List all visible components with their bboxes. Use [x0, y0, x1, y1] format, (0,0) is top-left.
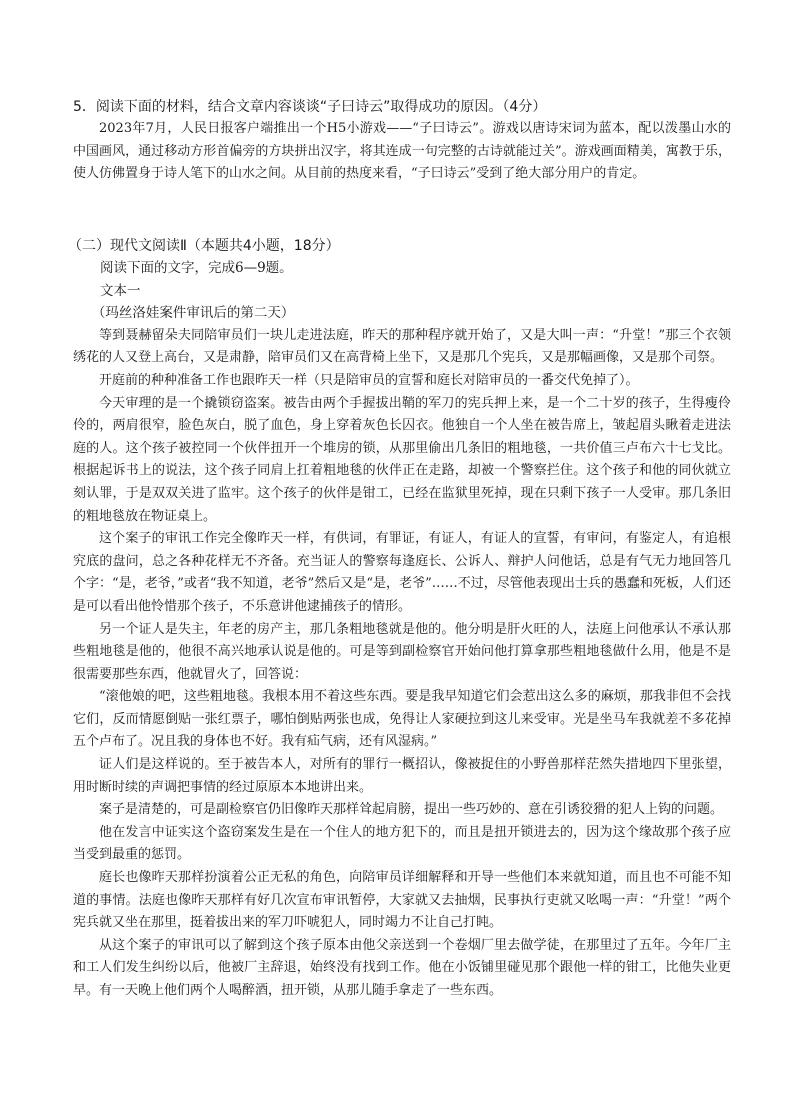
passage-paragraph: 他在发言中证实这个盗窃案发生是在一个住人的地方犯下的，而且是扭开锁进去的，因为这个缘故那个孩子应当受到最重的惩罚。 [73, 824, 731, 863]
section-heading: （二）现代文阅读Ⅱ（本题共4小题，18分） [68, 238, 340, 254]
passage-paragraph: “滚他娘的吧，这些粗地毯。我根本用不着这些东西。要是我早知道它们会惹出这么多的麻烦，那我非但不会找它们，反而情愿倒贴一张红票子，哪怕倒贴两张也成，免得让人家硬拉到这儿来受审。光是坐马车我就差不多花掉五个卢布了。况且我的身体也不好。我有疝气病，还有风湿病。” [73, 689, 731, 750]
text-label: 文本一 [100, 282, 141, 299]
passage-paragraph: 从这个案子的审讯可以了解到这个孩子原本由他父亲送到一个卷烟厂里去做学徒，在那里过了五年。今年厂主和工人们发生纠纷以后，他被厂主辞退，始终没有找到工作。他在小饭铺里碰见那个跟他一样的钳工，比他失业更早。有一天晚上他们两个人喝醉酒，扭开锁，从那儿随手拿走了一些东西。 [73, 937, 731, 998]
passage-paragraph: 庭长也像昨天那样扮演着公正无私的角色，向陪审员详细解释和开导一些他们本来就知道，而且也不可能不知道的事情。法庭也像昨天那样有好几次宣布审讯暂停，大家就又去抽烟，民事执行吏就又吆喝一声：“升堂！”两个宪兵就又坐在那里，挺着拔出来的军刀吓唬犯人，同时竭力不让自己打盹。 [73, 870, 731, 931]
passage-paragraph: 证人们是这样说的。至于被告本人，对所有的罪行一概招认，像被捉住的小野兽那样茫然失措地四下里张望，用时断时续的声调把事情的经过原原本本地讲出来。 [73, 757, 731, 795]
passage-subtitle: （玛丝洛娃案件审讯后的第二天） [91, 305, 295, 322]
question-5 [73, 96, 731, 186]
passage-paragraph: 案子是清楚的，可是副检察官仍旧像昨天那样耸起肩膀，提出一些巧妙的、意在引诱狡猾的犯人上钩的问题。 [99, 802, 724, 818]
passage-paragraph: 开庭前的种种准备工作也跟昨天一样（只是陪审员的宣誓和庭长对陪审员的一番交代免掉了）。 [99, 372, 639, 388]
passage-paragraph: 等到聂赫留朵夫同陪审员们一块儿走进法庭，昨天的那种程序就开始了，又是大叫一声：“升堂！”那三个衣领绣花的人又登上高台，又是肃静，陪审员们又在高背椅上坐下，又是那几个宪兵，又是那幅画像，又是那个司祭。 [73, 327, 731, 366]
question-5-material: 2023年7月，人民日报客户端推出一个H5小游戏——“子曰诗云”。游戏以唐诗宋词为蓝本，配以泼墨山水的中国画风，通过移动方形首偏旁的方块拼出汉字，将其连成一句完整的古诗就能过关”。游戏画面精美，寓教于乐，使人仿佛置身于诗人笔下的山水之间。从目前的热度来看，“子曰诗云”受到了绝大部分用户的肯定。 [73, 121, 731, 182]
passage-paragraph: 今天审理的是一个撬锁窃盗案。被告由两个手握拔出鞘的军刀的宪兵押上来，是一个二十岁的孩子，生得瘦伶伶的，两肩很窄，脸色灰白，脱了血色，身上穿着灰色长囚衣。他独自一个人坐在被告席上，皱起眉头瞅着走进法庭的人。这个孩子被控同一个伙伴扭开一个堆房的锁，从那里偷出几条旧的粗地毯，一共价值三卢布六十七戈比。根据起诉书上的说法，这个孩子同肩上扛着粗地毯的伙伴正在走路，却被一个警察拦住。这个孩子和他的同伙就立刻认罪，于是双双关进了监牢。这个孩子的伙伴是钳工，已经在监狱里死掉，现在只剩下孩子一人受审。那几条旧的粗地毯放在物证桌上。 [73, 395, 731, 524]
passage-paragraph: 这个案子的审讯工作完全像昨天一样，有供词，有罪证，有证人，有证人的宣誓，有审问，有鉴定人，有追根究底的盘问，总之各种花样无不齐备。充当证人的警察每逢庭长、公诉人、辩护人问他话，总是有气无力地回答几个字：“是，老爷，”或者“我不知道，老爷”然后又是“是，老爷”……不过，尽管他表现出士兵的愚蠢和死板，人们还是可以看出他怜惜那个孩子，不乐意讲他逮捕孩子的情形。 [73, 531, 731, 614]
section-2 [68, 235, 731, 1003]
reading-instruction: 阅读下面的文字，完成6—9题。 [100, 260, 293, 276]
question-5-title: 5．阅读下面的材料，结合文章内容谈谈“子曰诗云”取得成功的原因。（4分） [73, 99, 547, 115]
passage-paragraph: 另一个证人是失主，年老的房产主，那几条粗地毯就是他的。他分明是肝火旺的人，法庭上问他承认不承认那些粗地毯是他的，他很不高兴地承认说是他的。可是等到副检察官开始问他打算拿那些粗地毯做什么用，他是不是很需要那些东西，他就冒火了，回答说： [73, 621, 731, 682]
